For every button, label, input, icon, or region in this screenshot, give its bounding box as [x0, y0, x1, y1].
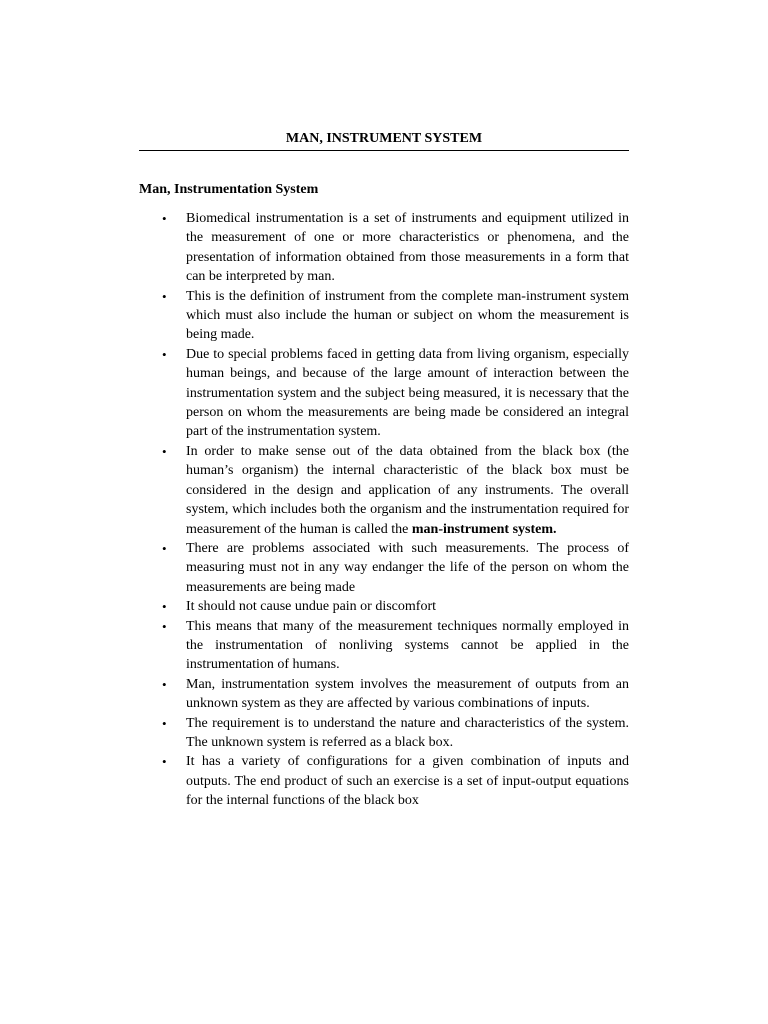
bullet-icon: • — [162, 211, 167, 226]
bullet-icon: • — [162, 754, 167, 770]
list-item — [139, 675, 629, 714]
list-item — [139, 345, 629, 442]
list-item — [139, 752, 629, 810]
list-item-text: The requirement is to understand the nature and characteristics of the system. The unknown system is referred as a black box. — [186, 715, 629, 750]
list-item-text: In order to make sense out of the data obtained from the black box (the human’s organism) the internal characteristic of the black box must be considered in the design and application of any instruments. The overall system, which includes both the organism and the instrumentation required for measurement of the human is called the — [186, 443, 629, 537]
bullet-list — [139, 209, 629, 811]
list-item — [139, 597, 629, 616]
list-item-text: Due to special problems faced in getting data from living organism, especially human beings, and because of the large amount of interaction between the instrumentation system and the subject being measured, it is necessary that the person on whom the measurements are being made be considered an integral part of the instrumentation system. — [186, 346, 629, 440]
bullet-icon: • — [162, 346, 167, 362]
bullet-icon: • — [162, 288, 167, 304]
document-page — [139, 129, 629, 811]
bullet-icon: • — [162, 443, 167, 459]
list-item-text: This is the definition of instrument from the complete man-instrument system which must also include the human or subject on whom the measurement is being made. — [186, 288, 629, 343]
list-item — [139, 287, 629, 345]
list-item — [139, 617, 629, 675]
bullet-icon: • — [162, 618, 167, 634]
bullet-icon: • — [162, 599, 167, 615]
list-item-text: Man, instrumentation system involves the measurement of outputs from an unknown system as they are affected by various combinations of inputs. — [186, 676, 629, 712]
list-item — [139, 714, 629, 753]
list-item — [139, 442, 629, 539]
bullet-icon: • — [162, 540, 167, 556]
list-item-text: There are problems associated with such measurements. The process of measuring must not in any way endanger the life of the person on whom the measurements are being made — [186, 540, 629, 595]
list-item-text: It should not cause undue pain or discomfort — [186, 599, 437, 615]
list-item — [139, 209, 629, 287]
list-item-text: It has a variety of configurations for a given combination of inputs and outputs. The end product of such an exercise is a set of input-output equations for the internal functions of the black box — [186, 754, 629, 809]
list-item — [139, 539, 629, 597]
list-item-text: This means that many of the measurement techniques normally employed in the instrumentation of nonliving systems cannot be applied in the instrumentation of humans. — [186, 618, 629, 673]
page-title: MAN, INSTRUMENT SYSTEM — [139, 129, 629, 151]
section-heading: Man, Instrumentation System — [139, 182, 319, 197]
bullet-icon: • — [162, 676, 167, 692]
bullet-icon: • — [162, 715, 167, 731]
list-item-text: Biomedical instrumentation is a set of instruments and equipment utilized in the measurement of one or more characteristics or phenomena, and the presentation of information obtained from those measurements in a form that can be interpreted by man. — [186, 211, 629, 285]
bold-term: man-instrument system. — [411, 521, 557, 537]
